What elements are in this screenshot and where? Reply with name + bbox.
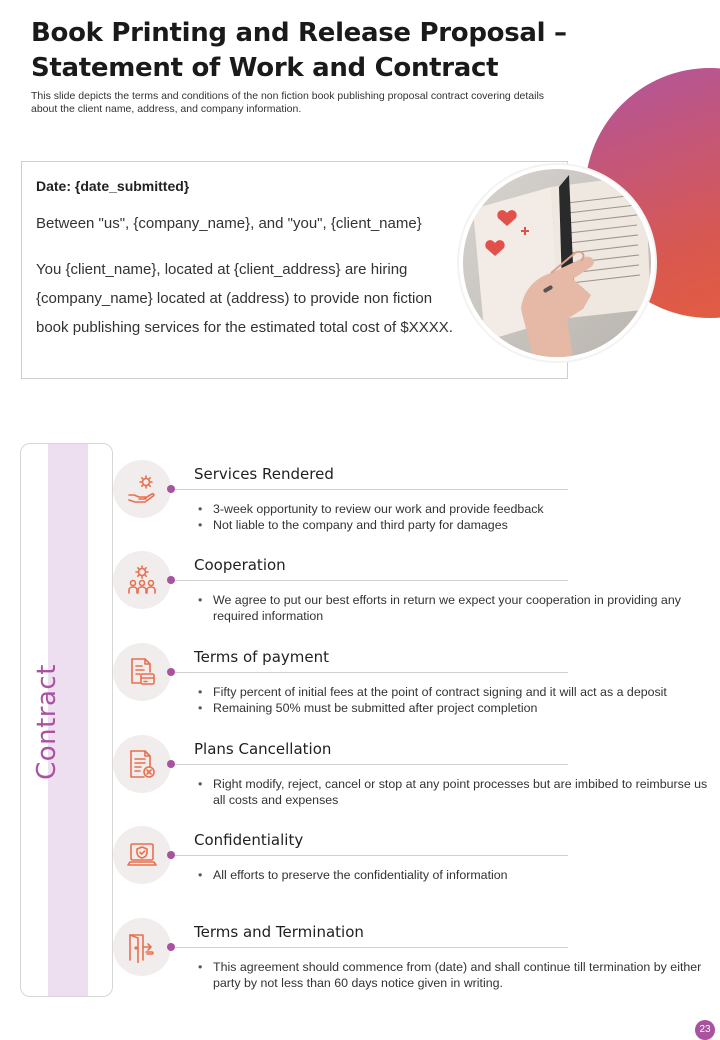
laptop-shield-icon (126, 839, 158, 871)
document-cancel-icon (126, 748, 158, 780)
contract-item-terms-of-payment (0, 628, 720, 720)
icon-badge (113, 735, 171, 793)
bullet-list (198, 867, 708, 883)
item-title: Confidentiality (194, 831, 304, 849)
icon-badge (113, 918, 171, 976)
bullet: • We agree to put our best efforts in return we expect your cooperation in providing any required information (198, 592, 708, 624)
bullet: • Remaining 50% must be submitted after project completion (198, 700, 708, 716)
bullet-list (198, 684, 708, 716)
bullet: • Right modify, reject, cancel or stop at any point processes but are imbibed to reimburse us all costs and expenses (198, 776, 708, 808)
date-line: Date: {date_submitted} (36, 178, 190, 194)
bullet-list (198, 592, 708, 624)
bullet: • 3-week opportunity to review our work and provide feedback (198, 501, 708, 517)
parties-line: Between "us", {company_name}, and "you", {client_name} (36, 215, 422, 232)
item-title: Terms of payment (194, 648, 329, 666)
page-title: Book Printing and Release Proposal – Statement of Work and Contract (31, 18, 567, 83)
connector-dot (167, 851, 175, 859)
hand-gear-icon (126, 473, 158, 505)
contract-item-confidentiality (0, 811, 720, 903)
divider (175, 855, 568, 856)
connector-dot (167, 576, 175, 584)
divider (175, 764, 568, 765)
contract-item-services-rendered (0, 445, 720, 537)
bullet-list (198, 501, 708, 533)
item-title: Terms and Termination (194, 923, 364, 941)
icon-badge (113, 460, 171, 518)
divider (175, 489, 568, 490)
connector-dot (167, 668, 175, 676)
bullet: • Not liable to the company and third party for damages (198, 517, 708, 533)
invoice-payment-icon (126, 656, 158, 688)
divider (175, 947, 568, 948)
icon-badge (113, 643, 171, 701)
connector-dot (167, 760, 175, 768)
bullet-list (198, 776, 708, 808)
bullet: • All efforts to preserve the confidentiality of information (198, 867, 708, 883)
contract-item-plans-cancellation (0, 720, 720, 812)
hiring-statement: You {client_name}, located at {client_address} are hiring {company_name} located at (address) to provide non fiction book publishing services for the estimated total cost of $XXXX. (36, 261, 453, 336)
page-number-badge: 23 (695, 1020, 715, 1040)
icon-badge (113, 551, 171, 609)
connector-dot (167, 485, 175, 493)
contract-item-cooperation (0, 536, 720, 628)
contract-label: Contract (32, 664, 62, 780)
item-title: Services Rendered (194, 465, 334, 483)
bullet-list (198, 959, 708, 991)
exit-door-icon (126, 931, 158, 963)
team-gear-icon (126, 564, 158, 596)
divider (175, 580, 568, 581)
contract-item-terms-and-termination (0, 903, 720, 995)
icon-badge (113, 826, 171, 884)
bullet: • This agreement should commence from (date) and shall continue till termination by either party by not less than 60 days notice given in writing. (198, 959, 708, 991)
divider (175, 672, 568, 673)
book-photo (459, 165, 655, 361)
connector-dot (167, 943, 175, 951)
page-subtitle: This slide depicts the terms and conditions of the non fiction book publishing proposal contract covering details about the client name, address, and company information. (31, 90, 545, 115)
item-title: Cooperation (194, 556, 286, 574)
item-title: Plans Cancellation (194, 740, 332, 758)
bullet: • Fifty percent of initial fees at the point of contract signing and it will act as a deposit (198, 684, 708, 700)
